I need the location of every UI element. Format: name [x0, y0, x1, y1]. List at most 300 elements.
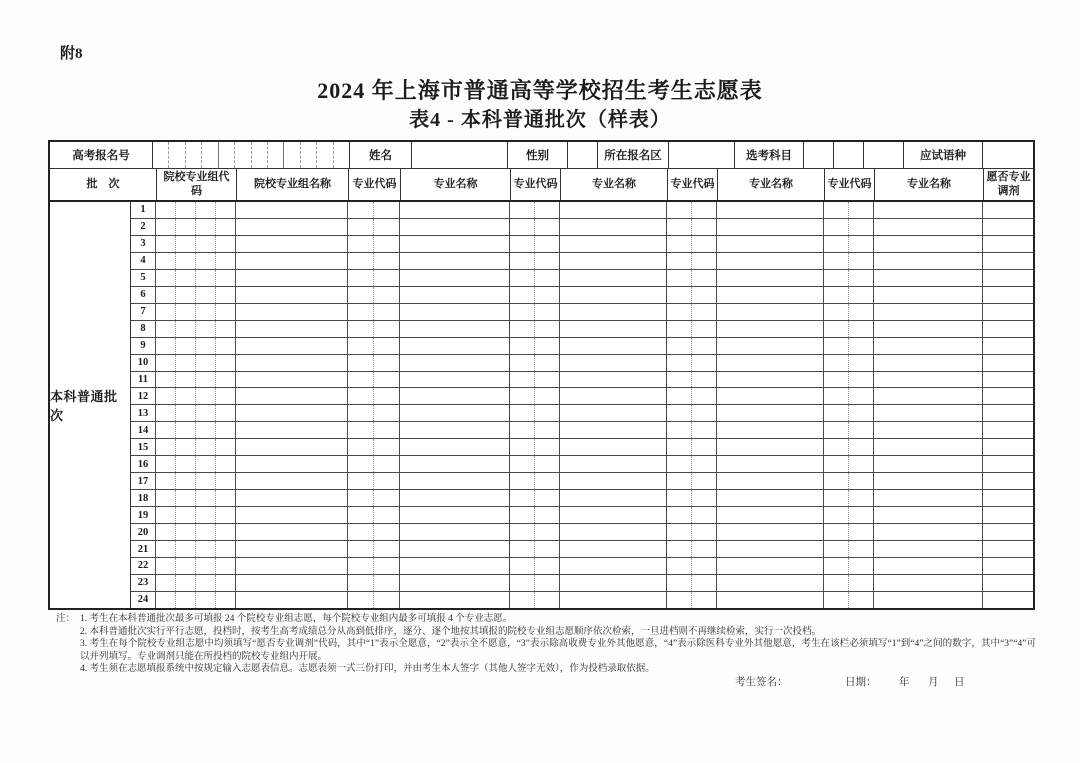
signature-row [48, 674, 1035, 690]
code-sub-cell [692, 338, 716, 354]
major-code-cell [824, 321, 874, 337]
major-name-cell [717, 253, 824, 269]
code-sub-cell [667, 202, 692, 218]
code-sub-cell [535, 473, 559, 489]
code-sub-cell [535, 270, 559, 286]
code-sub-cell [510, 202, 535, 218]
code-sub-cell [824, 473, 849, 489]
code-sub-cell [374, 422, 399, 438]
code-sub-cell [692, 592, 716, 608]
code-sub-cell [216, 287, 235, 303]
code-sub-cell [196, 202, 216, 218]
group-code-cell [156, 524, 236, 540]
major-name-cell [717, 558, 824, 574]
col-header-adjustment: 愿否专业调剂 [986, 171, 1031, 197]
code-sub-cell [692, 473, 716, 489]
row-number: 19 [131, 507, 156, 523]
major-name-cell [874, 592, 983, 608]
digit-cell [169, 142, 185, 168]
code-sub-cell [824, 388, 849, 404]
code-sub-cell [849, 592, 873, 608]
major-name-cell [400, 507, 510, 523]
code-sub-cell [216, 219, 235, 235]
column-header-row [50, 169, 1033, 202]
major-code-cell [348, 422, 400, 438]
row-number: 12 [131, 388, 156, 404]
col-header-major-name-4: 专业名称 [875, 169, 984, 200]
code-sub-cell [667, 388, 692, 404]
table-row [131, 592, 1033, 608]
major-name-cell [717, 287, 824, 303]
col-header-major-name-2: 专业名称 [561, 169, 668, 200]
major-name-cell [874, 439, 983, 455]
code-sub-cell [374, 321, 399, 337]
code-sub-cell [156, 541, 176, 557]
table-row [131, 253, 1033, 270]
code-sub-cell [849, 456, 873, 472]
major-name-cell [560, 405, 667, 421]
code-sub-cell [824, 270, 849, 286]
code-sub-cell [510, 456, 535, 472]
adjustment-cell [983, 202, 1033, 218]
adjustment-cell [983, 321, 1033, 337]
major-code-cell [667, 405, 717, 421]
code-sub-cell [216, 473, 235, 489]
group-code-cell [156, 236, 236, 252]
code-sub-cell [849, 321, 873, 337]
major-code-cell [348, 405, 400, 421]
group-name-cell [236, 422, 348, 438]
subject-cell [834, 142, 864, 168]
code-sub-cell [196, 439, 216, 455]
major-name-cell [560, 372, 667, 388]
major-name-cell [560, 270, 667, 286]
code-sub-cell [510, 507, 535, 523]
code-sub-cell [348, 304, 374, 320]
code-sub-cell [156, 558, 176, 574]
major-code-cell [510, 270, 560, 286]
code-sub-cell [535, 558, 559, 574]
major-name-cell [717, 372, 824, 388]
major-code-cell [348, 321, 400, 337]
notes-prefix: 注： [56, 614, 76, 624]
code-sub-cell [156, 592, 176, 608]
col-header-group-code: 院校专业组代码 [157, 169, 237, 200]
code-sub-cell [348, 219, 374, 235]
code-sub-cell [176, 558, 196, 574]
code-sub-cell [535, 202, 559, 218]
row-number: 14 [131, 422, 156, 438]
col-header-major-code-1: 专业代码 [349, 169, 401, 200]
code-sub-cell [156, 490, 176, 506]
major-name-cell [874, 202, 983, 218]
table-row [131, 575, 1033, 592]
code-sub-cell [824, 219, 849, 235]
code-sub-cell [692, 405, 716, 421]
adjustment-cell [983, 287, 1033, 303]
code-sub-cell [374, 541, 399, 557]
code-sub-cell [667, 439, 692, 455]
code-sub-cell [156, 287, 176, 303]
major-code-cell [510, 592, 560, 608]
major-name-cell [400, 355, 510, 371]
code-sub-cell [535, 456, 559, 472]
major-name-cell [874, 388, 983, 404]
code-sub-cell [348, 541, 374, 557]
code-sub-cell [176, 338, 196, 354]
language-value-cell [983, 142, 1033, 168]
code-sub-cell [824, 541, 849, 557]
major-name-cell [874, 304, 983, 320]
code-sub-cell [196, 236, 216, 252]
major-name-cell [560, 456, 667, 472]
code-sub-cell [667, 253, 692, 269]
code-sub-cell [692, 304, 716, 320]
code-sub-cell [849, 270, 873, 286]
code-sub-cell [196, 490, 216, 506]
group-code-cell [156, 439, 236, 455]
digit-cell [301, 142, 317, 168]
code-sub-cell [348, 473, 374, 489]
page-subtitle: 表4 - 本科普通批次（样表） [409, 109, 671, 131]
major-code-cell [824, 405, 874, 421]
code-sub-cell [196, 422, 216, 438]
code-sub-cell [535, 219, 559, 235]
major-name-cell [400, 287, 510, 303]
major-name-cell [560, 490, 667, 506]
adjustment-cell [983, 456, 1033, 472]
code-sub-cell [176, 541, 196, 557]
district-label: 所在报名区 [598, 142, 669, 168]
adjustment-cell [983, 473, 1033, 489]
major-code-cell [667, 304, 717, 320]
major-name-cell [874, 507, 983, 523]
code-sub-cell [374, 405, 399, 421]
code-sub-cell [156, 219, 176, 235]
code-sub-cell [510, 287, 535, 303]
code-sub-cell [535, 287, 559, 303]
major-code-cell [824, 236, 874, 252]
code-sub-cell [692, 287, 716, 303]
adjustment-cell [983, 270, 1033, 286]
code-sub-cell [156, 439, 176, 455]
adjustment-cell [983, 405, 1033, 421]
major-name-cell [874, 321, 983, 337]
row-number: 13 [131, 405, 156, 421]
major-code-cell [348, 524, 400, 540]
major-name-cell [874, 236, 983, 252]
code-sub-cell [667, 592, 692, 608]
code-sub-cell [374, 575, 399, 591]
major-name-cell [560, 439, 667, 455]
digit-cell [202, 142, 218, 168]
group-name-cell [236, 321, 348, 337]
major-code-cell [667, 355, 717, 371]
major-code-cell [667, 490, 717, 506]
code-sub-cell [156, 202, 176, 218]
code-sub-cell [176, 219, 196, 235]
table-row [131, 321, 1033, 338]
row-number: 8 [131, 321, 156, 337]
major-code-cell [510, 422, 560, 438]
group-code-cell [156, 405, 236, 421]
major-code-cell [824, 473, 874, 489]
major-name-cell [874, 473, 983, 489]
notes-section [50, 613, 1036, 676]
major-code-cell [348, 456, 400, 472]
major-name-cell [874, 338, 983, 354]
table-row [131, 236, 1033, 253]
major-code-cell [824, 355, 874, 371]
code-sub-cell [156, 575, 176, 591]
code-sub-cell [535, 575, 559, 591]
major-name-cell [400, 473, 510, 489]
adjustment-cell [983, 592, 1033, 608]
group-code-cell [156, 338, 236, 354]
code-sub-cell [176, 270, 196, 286]
code-sub-cell [824, 422, 849, 438]
row-number: 17 [131, 473, 156, 489]
group-name-cell [236, 304, 348, 320]
digit-cell [219, 142, 235, 168]
batch-name-cell: 本科普通批次 [50, 202, 131, 608]
major-name-cell [400, 524, 510, 540]
code-sub-cell [849, 372, 873, 388]
code-sub-cell [510, 355, 535, 371]
code-sub-cell [824, 507, 849, 523]
code-sub-cell [849, 439, 873, 455]
row-number: 7 [131, 304, 156, 320]
code-sub-cell [510, 558, 535, 574]
code-sub-cell [667, 524, 692, 540]
code-sub-cell [374, 592, 399, 608]
exam-reg-no-label: 高考报名号 [50, 142, 153, 168]
major-code-cell [510, 338, 560, 354]
table-row [131, 473, 1033, 490]
group-name-cell [236, 405, 348, 421]
code-sub-cell [196, 304, 216, 320]
code-sub-cell [196, 524, 216, 540]
code-sub-cell [216, 456, 235, 472]
code-sub-cell [374, 270, 399, 286]
code-sub-cell [667, 456, 692, 472]
code-sub-cell [692, 355, 716, 371]
group-name-cell [236, 456, 348, 472]
table-row [131, 422, 1033, 439]
major-name-cell [874, 456, 983, 472]
code-sub-cell [348, 202, 374, 218]
major-name-cell [400, 558, 510, 574]
major-name-cell [560, 575, 667, 591]
code-sub-cell [849, 524, 873, 540]
group-code-cell [156, 558, 236, 574]
code-sub-cell [176, 405, 196, 421]
code-sub-cell [667, 338, 692, 354]
major-code-cell [667, 507, 717, 523]
digit-cell [317, 142, 333, 168]
major-name-cell [874, 422, 983, 438]
code-sub-cell [849, 202, 873, 218]
code-sub-cell [692, 219, 716, 235]
major-name-cell [717, 473, 824, 489]
major-name-cell [717, 321, 824, 337]
code-sub-cell [348, 490, 374, 506]
major-code-cell [510, 388, 560, 404]
major-code-cell [348, 388, 400, 404]
code-sub-cell [156, 473, 176, 489]
code-sub-cell [849, 236, 873, 252]
major-code-cell [348, 287, 400, 303]
month-label: 月 [928, 677, 939, 688]
code-sub-cell [348, 253, 374, 269]
group-name-cell [236, 338, 348, 354]
major-name-cell [874, 541, 983, 557]
adjustment-cell [983, 558, 1033, 574]
code-sub-cell [348, 507, 374, 523]
code-sub-cell [348, 558, 374, 574]
code-sub-cell [348, 270, 374, 286]
code-sub-cell [156, 507, 176, 523]
row-number: 6 [131, 287, 156, 303]
code-sub-cell [667, 304, 692, 320]
major-name-cell [874, 287, 983, 303]
major-name-cell [874, 253, 983, 269]
year-label: 年 [899, 677, 910, 688]
code-sub-cell [510, 422, 535, 438]
major-name-cell [874, 558, 983, 574]
table-row [131, 388, 1033, 405]
code-sub-cell [510, 236, 535, 252]
group-code-cell [156, 355, 236, 371]
group-code-cell [156, 270, 236, 286]
row-number: 20 [131, 524, 156, 540]
adjustment-cell [983, 355, 1033, 371]
major-code-cell [824, 388, 874, 404]
code-sub-cell [667, 405, 692, 421]
code-sub-cell [692, 541, 716, 557]
note-line: 1. 考生在本科普通批次最多可填报 24 个院校专业组志愿，每个院校专业组内最多可填报 4 个专业志愿。 [80, 614, 513, 624]
code-sub-cell [667, 507, 692, 523]
code-sub-cell [348, 439, 374, 455]
code-sub-cell [667, 490, 692, 506]
row-number: 3 [131, 236, 156, 252]
code-sub-cell [216, 575, 235, 591]
row-number: 11 [131, 372, 156, 388]
code-sub-cell [667, 270, 692, 286]
group-name-cell [236, 490, 348, 506]
table-row [131, 270, 1033, 287]
major-name-cell [874, 372, 983, 388]
code-sub-cell [849, 507, 873, 523]
code-sub-cell [348, 575, 374, 591]
digit-cell [284, 142, 300, 168]
code-sub-cell [692, 388, 716, 404]
code-sub-cell [216, 422, 235, 438]
code-sub-cell [176, 372, 196, 388]
code-sub-cell [692, 575, 716, 591]
code-sub-cell [176, 490, 196, 506]
adjustment-cell [983, 422, 1033, 438]
code-sub-cell [824, 304, 849, 320]
major-code-cell [348, 372, 400, 388]
major-code-cell [824, 219, 874, 235]
major-name-cell [717, 304, 824, 320]
code-sub-cell [849, 219, 873, 235]
code-sub-cell [176, 388, 196, 404]
major-code-cell [348, 592, 400, 608]
code-sub-cell [692, 490, 716, 506]
code-sub-cell [374, 558, 399, 574]
code-sub-cell [824, 236, 849, 252]
major-code-cell [510, 541, 560, 557]
code-sub-cell [196, 388, 216, 404]
code-sub-cell [849, 422, 873, 438]
major-code-cell [824, 558, 874, 574]
major-code-cell [510, 456, 560, 472]
code-sub-cell [692, 439, 716, 455]
code-sub-cell [510, 321, 535, 337]
code-sub-cell [667, 541, 692, 557]
code-sub-cell [216, 490, 235, 506]
district-value-cell [669, 142, 735, 168]
application-form-table [48, 140, 1035, 610]
name-value-cell [412, 142, 508, 168]
major-name-cell [717, 456, 824, 472]
code-sub-cell [196, 270, 216, 286]
major-name-cell [717, 270, 824, 286]
code-sub-cell [824, 456, 849, 472]
major-code-cell [667, 456, 717, 472]
major-code-cell [824, 524, 874, 540]
major-code-cell [824, 287, 874, 303]
major-name-cell [874, 355, 983, 371]
major-code-cell [824, 439, 874, 455]
row-number: 5 [131, 270, 156, 286]
code-sub-cell [824, 202, 849, 218]
day-label: 日 [954, 677, 965, 688]
code-sub-cell [535, 405, 559, 421]
code-sub-cell [348, 321, 374, 337]
major-name-cell [717, 388, 824, 404]
code-sub-cell [849, 355, 873, 371]
code-sub-cell [374, 287, 399, 303]
code-sub-cell [196, 355, 216, 371]
major-name-cell [560, 202, 667, 218]
note-line: 3. 考生在每个院校专业组志愿中均须填写“愿否专业调剂”代码，其中“1”表示全愿意，“2”表示全不愿意，“3”表示除高收费专业外其他愿意，“4”表示除医科专业外其他愿意，考生在该栏必须填写“1”到“4”之间的数字，其中“3”“4”可以并列填写。专业调剂只能在所投档的院校专业组内开展。 [80, 639, 1036, 662]
code-sub-cell [196, 592, 216, 608]
major-name-cell [560, 592, 667, 608]
code-sub-cell [374, 236, 399, 252]
code-sub-cell [156, 524, 176, 540]
major-code-cell [667, 524, 717, 540]
group-code-cell [156, 287, 236, 303]
adjustment-cell [983, 338, 1033, 354]
code-sub-cell [216, 253, 235, 269]
major-name-cell [560, 422, 667, 438]
page-title: 2024 年上海市普通高等学校招生考生志愿表 [317, 78, 763, 103]
major-code-cell [510, 575, 560, 591]
major-code-cell [824, 592, 874, 608]
code-sub-cell [692, 372, 716, 388]
date-label: 日期： [845, 677, 877, 688]
major-name-cell [400, 236, 510, 252]
major-code-cell [824, 270, 874, 286]
row-number: 10 [131, 355, 156, 371]
code-sub-cell [156, 304, 176, 320]
group-code-cell [156, 202, 236, 218]
row-number: 18 [131, 490, 156, 506]
col-header-major-name-3: 专业名称 [718, 169, 825, 200]
